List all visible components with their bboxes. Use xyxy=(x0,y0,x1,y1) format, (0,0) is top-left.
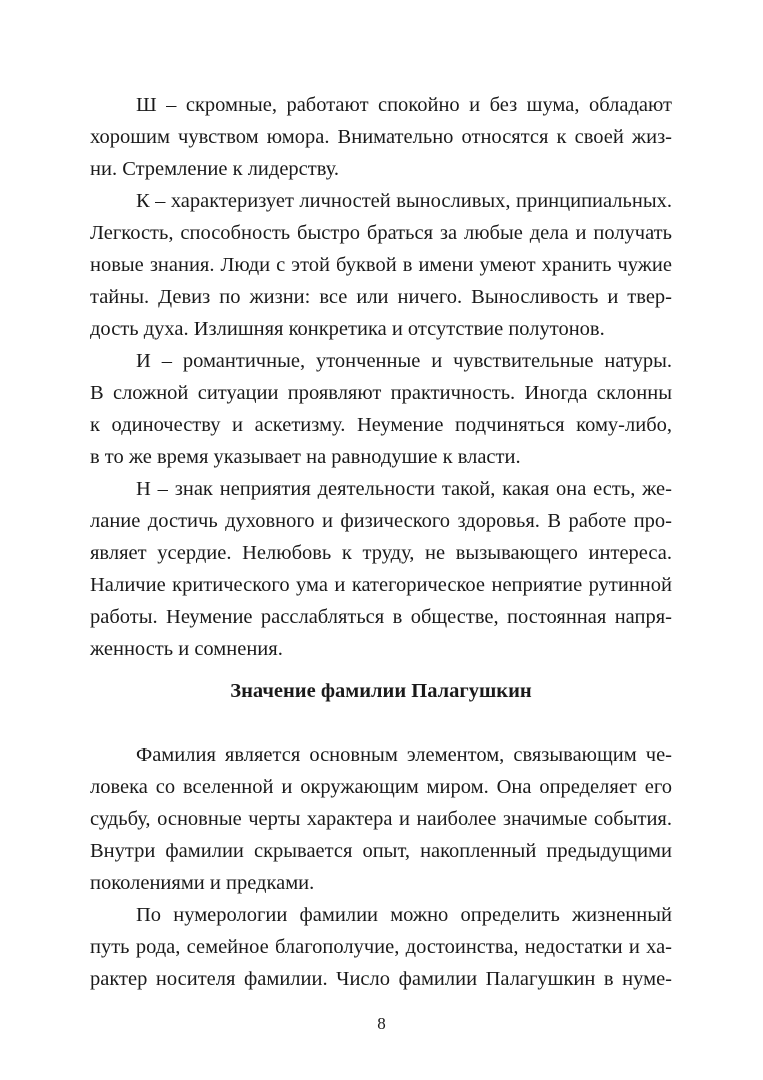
paragraph-line: В сложной ситуации проявляют практичность. Иногда склонны xyxy=(90,382,672,404)
paragraph-line: женность и сомнения. xyxy=(90,638,283,660)
paragraph-line: Внутри фамилии скрывается опыт, накопленный предыдущими xyxy=(90,840,672,862)
paragraph-line: ловека со вселенной и окружающим миром. Она определяет его xyxy=(90,776,672,798)
paragraph-line: Фамилия является основным элементом, связывающим че- xyxy=(136,744,672,766)
paragraph-line: По нумерологии фамилии можно определить жизненный xyxy=(136,904,672,926)
paragraph-line: судьбу, основные черты характера и наиболее значимые события. xyxy=(90,808,672,830)
paragraph-line: являет усердие. Нелюбовь к труду, не вызывающего интереса. xyxy=(90,542,672,564)
section-heading: Значение фамилии Палагушкин xyxy=(230,680,532,702)
paragraph-line: работы. Неумение расслабляться в обществе, постоянная напря- xyxy=(90,606,672,628)
paragraph-line: в то же время указывает на равнодушие к власти. xyxy=(90,446,521,468)
paragraph-line: путь рода, семейное благополучие, достоинства, недостатки и ха- xyxy=(90,936,672,958)
paragraph-line: Легкость, способность быстро браться за любые дела и получать xyxy=(90,222,672,244)
paragraph-line: Ш – скромные, работают спокойно и без шума, обладают xyxy=(136,94,672,116)
paragraph-line: ни. Стремление к лидерству. xyxy=(90,158,340,180)
paragraph-line: рактер носителя фамилии. Число фамилии Палагушкин в нуме- xyxy=(90,968,672,990)
paragraph-line: лание достичь духовного и физического здоровья. В работе про- xyxy=(90,510,672,532)
paragraph-line: Наличие критического ума и категорическое неприятие рутинной xyxy=(90,574,672,596)
paragraph-line: хорошим чувством юмора. Внимательно относятся к своей жиз- xyxy=(90,126,672,148)
paragraph-line: новые знания. Люди с этой буквой в имени умеют хранить чужие xyxy=(90,254,672,276)
paragraph-line: к одиночеству и аскетизму. Неумение подчиняться кому-либо, xyxy=(90,414,672,436)
paragraph-line: поколениями и предками. xyxy=(90,872,315,894)
paragraph-line: Н – знак неприятия деятельности такой, какая она есть, же- xyxy=(136,478,672,500)
paragraph-line: тайны. Девиз по жизни: все или ничего. Выносливость и твер- xyxy=(90,286,672,308)
page-number: 8 xyxy=(377,1014,386,1033)
paragraph-line: И – романтичные, утонченные и чувствительные натуры. xyxy=(136,350,672,372)
paragraph-line: К – характеризует личностей выносливых, принципиальных. xyxy=(136,190,672,212)
paragraph-line: дость духа. Излишняя конкретика и отсутствие полутонов. xyxy=(90,318,605,340)
